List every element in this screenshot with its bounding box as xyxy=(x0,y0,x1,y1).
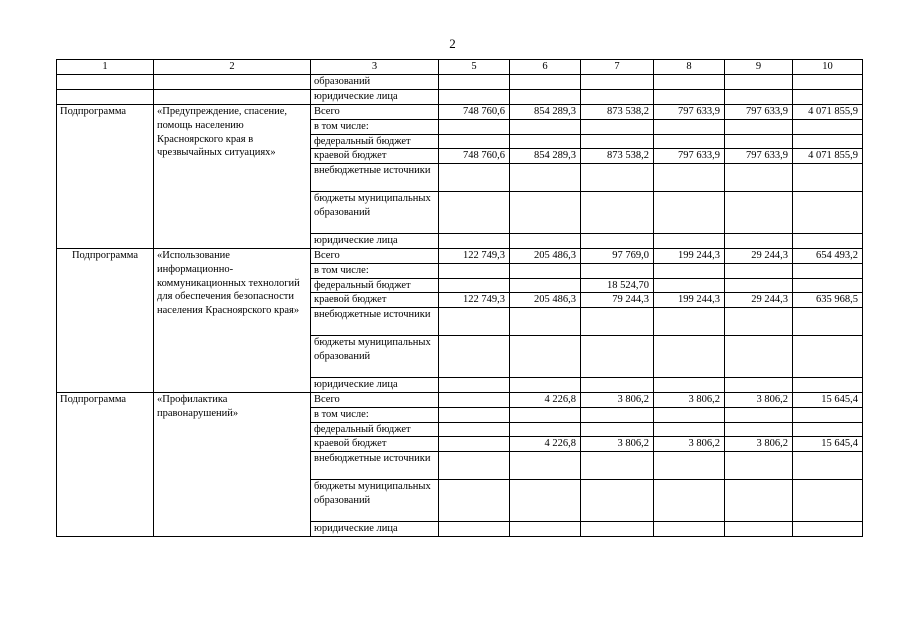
page-number: 2 xyxy=(449,36,456,51)
table-row xyxy=(57,392,863,407)
value-cell xyxy=(725,452,793,480)
value-cell xyxy=(725,278,793,293)
value-cell xyxy=(439,407,510,422)
column-header: 8 xyxy=(654,60,725,75)
value-cell xyxy=(510,336,581,378)
value-cell xyxy=(581,336,654,378)
source-label: юридические лица xyxy=(311,521,439,536)
value-cell xyxy=(510,377,581,392)
program-type: Подпрограмма xyxy=(57,248,154,392)
value-cell xyxy=(725,308,793,336)
value-cell xyxy=(793,521,863,536)
budget-table xyxy=(56,59,863,537)
value-cell xyxy=(793,89,863,104)
value-cell xyxy=(725,192,793,234)
value-cell: 797 633,9 xyxy=(654,104,725,119)
column-header: 2 xyxy=(154,60,311,75)
source-label: Всего xyxy=(311,248,439,263)
source-label: федеральный бюджет xyxy=(311,278,439,293)
value-cell xyxy=(510,263,581,278)
source-label: федеральный бюджет xyxy=(311,134,439,149)
value-cell xyxy=(439,263,510,278)
column-header: 7 xyxy=(581,60,654,75)
value-cell xyxy=(793,336,863,378)
value-cell xyxy=(725,336,793,378)
column-header: 9 xyxy=(725,60,793,75)
value-cell xyxy=(510,480,581,522)
value-cell xyxy=(654,89,725,104)
value-cell: 205 486,3 xyxy=(510,293,581,308)
value-cell: 3 806,2 xyxy=(654,437,725,452)
value-cell: 122 749,3 xyxy=(439,293,510,308)
value-cell xyxy=(725,407,793,422)
value-cell xyxy=(439,422,510,437)
value-cell: 748 760,6 xyxy=(439,104,510,119)
source-label: юридические лица xyxy=(311,233,439,248)
column-header: 1 xyxy=(57,60,154,75)
value-cell: 3 806,2 xyxy=(581,437,654,452)
value-cell xyxy=(725,119,793,134)
value-cell: 854 289,3 xyxy=(510,104,581,119)
value-cell: 4 071 855,9 xyxy=(793,104,863,119)
column-header: 3 xyxy=(311,60,439,75)
value-cell xyxy=(439,192,510,234)
source-label: Всего xyxy=(311,104,439,119)
value-cell xyxy=(510,278,581,293)
source-label: внебюджетные источники xyxy=(311,164,439,192)
column-header: 6 xyxy=(510,60,581,75)
value-cell xyxy=(793,377,863,392)
empty-cell xyxy=(57,89,154,104)
value-cell xyxy=(439,452,510,480)
value-cell xyxy=(654,263,725,278)
source-label: юридические лица xyxy=(311,377,439,392)
source-label: краевой бюджет xyxy=(311,437,439,452)
value-cell xyxy=(510,422,581,437)
source-label: в том числе: xyxy=(311,119,439,134)
value-cell xyxy=(725,521,793,536)
value-cell xyxy=(793,74,863,89)
value-cell xyxy=(793,422,863,437)
value-cell xyxy=(725,422,793,437)
value-cell xyxy=(793,278,863,293)
program-name: «Профилактика правонарушений» xyxy=(154,392,311,536)
value-cell: 854 289,3 xyxy=(510,149,581,164)
table-row xyxy=(57,74,863,89)
value-cell xyxy=(581,233,654,248)
value-cell xyxy=(581,192,654,234)
value-cell xyxy=(510,192,581,234)
table-row xyxy=(57,104,863,119)
program-type: Подпрограмма xyxy=(57,104,154,248)
value-cell: 654 493,2 xyxy=(793,248,863,263)
value-cell: 29 244,3 xyxy=(725,293,793,308)
value-cell: 199 244,3 xyxy=(654,248,725,263)
value-cell xyxy=(581,74,654,89)
source-label: бюджеты муниципальных образований xyxy=(311,336,439,378)
value-cell xyxy=(510,452,581,480)
source-label: в том числе: xyxy=(311,407,439,422)
value-cell xyxy=(654,164,725,192)
source-label: внебюджетные источники xyxy=(311,452,439,480)
value-cell xyxy=(793,134,863,149)
value-cell: 873 538,2 xyxy=(581,104,654,119)
value-cell xyxy=(510,89,581,104)
source-label: краевой бюджет xyxy=(311,293,439,308)
value-cell xyxy=(581,164,654,192)
value-cell xyxy=(439,134,510,149)
value-cell xyxy=(581,452,654,480)
value-cell xyxy=(581,134,654,149)
table-row xyxy=(57,248,863,263)
empty-cell xyxy=(154,89,311,104)
value-cell xyxy=(725,377,793,392)
value-cell xyxy=(793,164,863,192)
value-cell xyxy=(654,192,725,234)
value-cell: 29 244,3 xyxy=(725,248,793,263)
column-header: 5 xyxy=(439,60,510,75)
value-cell: 3 806,2 xyxy=(654,392,725,407)
value-cell: 122 749,3 xyxy=(439,248,510,263)
value-cell xyxy=(510,233,581,248)
program-name: «Предупреждение, спасение, помощь населению Красноярского края в чрезвычайных ситуациях» xyxy=(154,104,311,248)
value-cell xyxy=(793,308,863,336)
value-cell xyxy=(510,308,581,336)
value-cell xyxy=(581,308,654,336)
value-cell xyxy=(439,233,510,248)
value-cell xyxy=(654,119,725,134)
value-cell xyxy=(581,422,654,437)
value-cell xyxy=(581,263,654,278)
value-cell xyxy=(439,336,510,378)
value-cell xyxy=(439,278,510,293)
value-cell: 205 486,3 xyxy=(510,248,581,263)
value-cell xyxy=(654,134,725,149)
value-cell xyxy=(654,278,725,293)
value-cell xyxy=(581,119,654,134)
value-cell: 3 806,2 xyxy=(725,437,793,452)
value-cell xyxy=(654,480,725,522)
value-cell xyxy=(793,407,863,422)
value-cell xyxy=(793,119,863,134)
value-cell xyxy=(439,74,510,89)
value-cell xyxy=(439,119,510,134)
value-cell xyxy=(793,233,863,248)
value-cell xyxy=(581,89,654,104)
value-cell xyxy=(654,521,725,536)
value-cell: 635 968,5 xyxy=(793,293,863,308)
value-cell xyxy=(439,377,510,392)
value-cell xyxy=(510,119,581,134)
value-cell xyxy=(510,134,581,149)
header-row xyxy=(57,60,863,75)
value-cell xyxy=(654,74,725,89)
value-cell xyxy=(725,263,793,278)
value-cell xyxy=(581,377,654,392)
value-cell: 97 769,0 xyxy=(581,248,654,263)
value-cell xyxy=(581,407,654,422)
value-cell xyxy=(510,74,581,89)
value-cell xyxy=(654,233,725,248)
value-cell: 3 806,2 xyxy=(725,392,793,407)
value-cell xyxy=(439,308,510,336)
value-cell xyxy=(793,263,863,278)
value-cell xyxy=(654,407,725,422)
source-label: Всего xyxy=(311,392,439,407)
empty-cell xyxy=(57,74,154,89)
value-cell xyxy=(654,336,725,378)
value-cell: 4 071 855,9 xyxy=(793,149,863,164)
value-cell xyxy=(439,164,510,192)
value-cell: 3 806,2 xyxy=(581,392,654,407)
value-cell xyxy=(654,422,725,437)
table-body xyxy=(57,60,863,537)
value-cell xyxy=(725,480,793,522)
table-row xyxy=(57,89,863,104)
value-cell xyxy=(581,480,654,522)
empty-cell xyxy=(154,74,311,89)
value-cell xyxy=(439,480,510,522)
value-cell: 15 645,4 xyxy=(793,392,863,407)
value-cell: 797 633,9 xyxy=(725,104,793,119)
value-cell: 18 524,70 xyxy=(581,278,654,293)
value-cell: 4 226,8 xyxy=(510,392,581,407)
value-cell xyxy=(439,521,510,536)
source-label: краевой бюджет xyxy=(311,149,439,164)
value-cell: 797 633,9 xyxy=(725,149,793,164)
value-cell: 748 760,6 xyxy=(439,149,510,164)
value-cell xyxy=(725,89,793,104)
value-cell xyxy=(439,89,510,104)
value-cell: 797 633,9 xyxy=(654,149,725,164)
value-cell xyxy=(793,452,863,480)
value-cell xyxy=(725,233,793,248)
program-type: Подпрограмма xyxy=(57,392,154,536)
value-cell: 873 538,2 xyxy=(581,149,654,164)
source-label: внебюджетные источники xyxy=(311,308,439,336)
source-label: юридические лица xyxy=(311,89,439,104)
value-cell xyxy=(793,480,863,522)
value-cell xyxy=(654,377,725,392)
source-label: федеральный бюджет xyxy=(311,422,439,437)
value-cell xyxy=(510,407,581,422)
value-cell: 15 645,4 xyxy=(793,437,863,452)
value-cell xyxy=(793,192,863,234)
value-cell xyxy=(510,521,581,536)
value-cell: 79 244,3 xyxy=(581,293,654,308)
value-cell xyxy=(439,437,510,452)
value-cell xyxy=(439,392,510,407)
value-cell xyxy=(581,521,654,536)
column-header: 10 xyxy=(793,60,863,75)
value-cell xyxy=(725,134,793,149)
value-cell xyxy=(725,164,793,192)
value-cell xyxy=(510,164,581,192)
value-cell: 199 244,3 xyxy=(654,293,725,308)
value-cell xyxy=(725,74,793,89)
source-label: в том числе: xyxy=(311,263,439,278)
value-cell: 4 226,8 xyxy=(510,437,581,452)
source-label: бюджеты муниципальных образований xyxy=(311,192,439,234)
source-label: образований xyxy=(311,74,439,89)
value-cell xyxy=(654,452,725,480)
source-label: бюджеты муниципальных образований xyxy=(311,480,439,522)
value-cell xyxy=(654,308,725,336)
program-name: «Использование информационно-коммуникационных технологий для обеспечения безопасности населения Красноярского края» xyxy=(154,248,311,392)
